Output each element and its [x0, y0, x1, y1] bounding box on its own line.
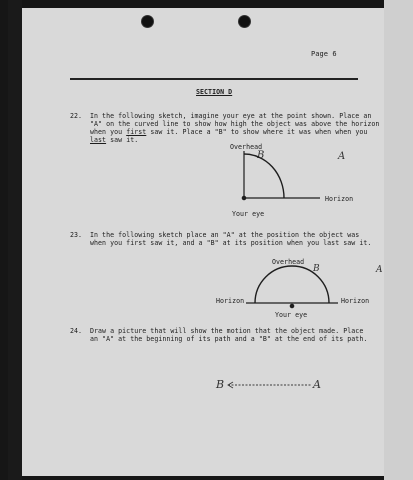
- q24-handwritten-a: A: [313, 378, 321, 391]
- q24-handwritten-b: B: [216, 378, 225, 391]
- question-22-number: 22.: [70, 112, 83, 120]
- q23-sky-arc: [255, 266, 329, 303]
- question-22-line-4: last saw it.: [90, 136, 139, 144]
- emphasis-last: last: [90, 136, 107, 144]
- emphasis-first: first: [126, 128, 147, 136]
- question-24-line-2: an "A" at the beginning of its path and a "B" at the end of its path.: [90, 335, 368, 343]
- q22-eye-point: [242, 196, 246, 200]
- q22-handwritten-a: A: [338, 151, 346, 162]
- question-24-number: 24.: [70, 327, 83, 335]
- question-23-line-1: In the following sketch place an "A" at the position the object was: [90, 231, 360, 239]
- q23-eye-point: [290, 304, 294, 308]
- q22-overhead-label: Overhead: [230, 143, 263, 151]
- q23-handwritten-b: B: [313, 264, 320, 274]
- q24-motion-drawing: [228, 382, 312, 388]
- q23-eye-label: Your eye: [275, 311, 308, 319]
- question-23-line-2: when you first saw it, and a "B" at its position when you last saw it.: [90, 239, 372, 247]
- question-24-line-1: Draw a picture that will show the motion that the object made. Place: [90, 327, 364, 335]
- page-number: Page 6: [311, 50, 337, 58]
- q22-horizon-label: Horizon: [325, 195, 354, 203]
- q23-horizon-right-label: Horizon: [341, 297, 370, 305]
- q23-overhead-label: Overhead: [272, 258, 305, 266]
- q22-eye-label: Your eye: [232, 210, 265, 218]
- section-title: SECTION D: [196, 88, 233, 96]
- question-22-line-2: "A" on the curved line to show how high the object was above the horizon: [90, 120, 380, 128]
- q22-handwritten-b: B: [257, 150, 265, 161]
- q22-diagram: [242, 151, 320, 200]
- q23-handwritten-a: A: [376, 265, 383, 275]
- question-22-line-3: when you first saw it. Place a "B" to show where it was when when you: [90, 128, 368, 136]
- question-23-number: 23.: [70, 231, 83, 239]
- q23-diagram: [246, 266, 338, 308]
- q22-sky-arc: [244, 154, 284, 198]
- question-22-line-1: In the following sketch, imagine your eye at the point shown. Place an: [90, 112, 372, 120]
- q23-horizon-left-label: Horizon: [216, 297, 245, 305]
